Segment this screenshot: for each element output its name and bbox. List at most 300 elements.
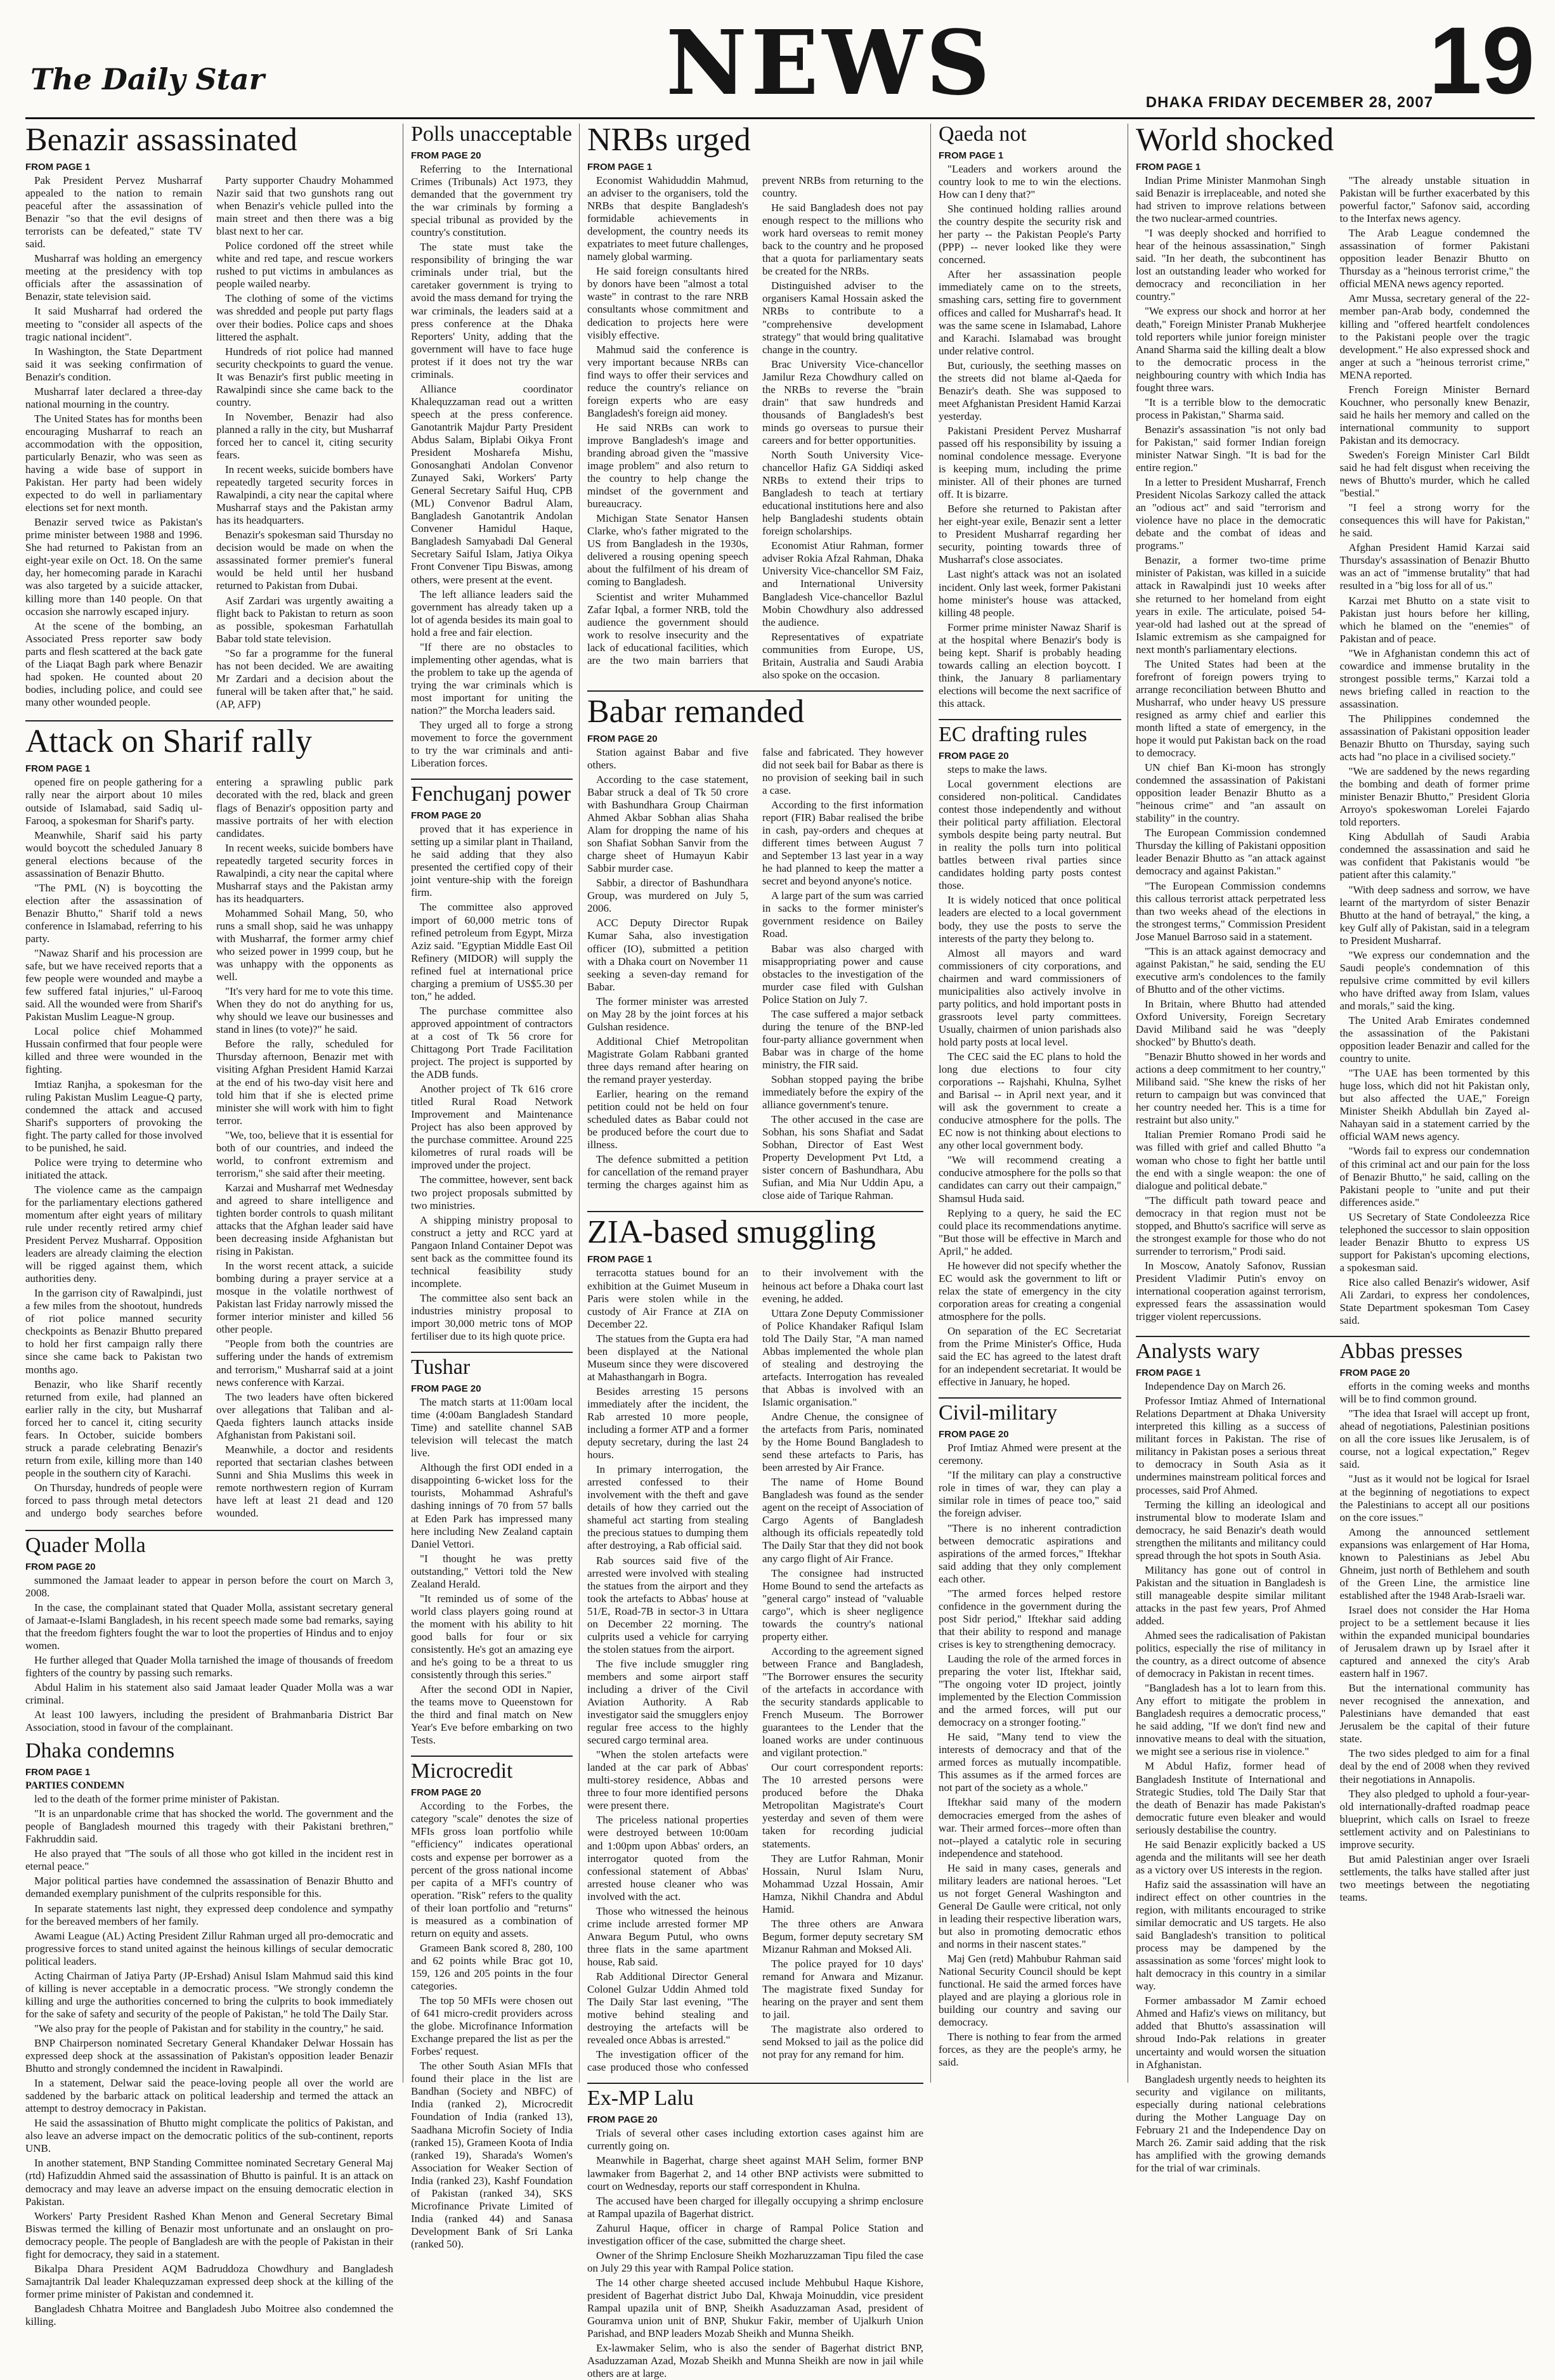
- story-zia: [587, 1216, 923, 2074]
- paragraph: He said NRBs can work to improve Bangladesh's image and branding abroad given the "massive image problem" and also return to the country to help change the mindset of the government and bureaucracy.: [587, 421, 748, 510]
- story-body: [25, 776, 393, 1520]
- paragraph: Hundreds of riot police had manned security checkpoints to guard the venue. It was Benazir's first public meeting in Rawalpindi since she came back to the country.: [216, 345, 393, 408]
- paragraph: After the second ODI in Napier, the teams move to Queenstown for the third and final match on New Year's Eve before embarking on two Tests.: [411, 1683, 573, 1747]
- from-page-label: FROM PAGE 20: [411, 150, 481, 161]
- paragraph: Mahmud said the conference is very important because NRBs can find ways to offer their services and reduce the country's reliance on foreign experts who are easy Bangladesh's foreign aid money.: [587, 343, 748, 419]
- divider: [1136, 1336, 1530, 1337]
- paragraph: He however did not specify whether the EC would ask the government to lift or relax the state of emergency in the city corporation areas for creating a congenial atmosphere for the polls.: [939, 1259, 1121, 1323]
- paragraph: Workers' Party President Rashed Khan Menon and General Secretary Bimal Biswas termed the killing of Benazir most unfortunate and an onslaught on pro-democracy people. The people of Bangladesh are with the people of Pakistan in their fight for democracy, they said in a statement.: [25, 2209, 393, 2260]
- paragraph: In the garrison city of Rawalpindi, just a few miles from the shootout, hundreds of riot police manned security checkpoints as Benazir Bhutto prepared to hold her first campaign rally there since she came back to Pakistan two months ago.: [25, 1287, 202, 1376]
- paragraph: They also pledged to uphold a four-year-old internationally-drafted roadmap peace blueprint, which calls on Israel to freeze settlement activity and on Palestinians to improve security.: [1339, 1787, 1530, 1851]
- paragraph: ACC Deputy Director Rupak Kumar Saha, also investigation officer (IO), submitted a petition with a Dhaka court on November 11 seeking a seven-day remand for Babar.: [587, 917, 748, 993]
- story-fenchuganj: [411, 784, 573, 1343]
- paragraph: Awami League (AL) Acting President Zillur Rahman urged all pro-democratic and progressive forces to stand united against the heinous killings of secular democratic political leaders.: [25, 1929, 393, 1967]
- paragraph: proved that it has experience in setting up a similar plant in Thailand, he said adding that they also presented the certified copy of their joint venture-ship with the foreign firm.: [411, 823, 573, 899]
- story-quader: [25, 1535, 393, 1735]
- newspaper-logo: The Daily Star: [30, 62, 264, 96]
- from-page-label: FROM PAGE 20: [587, 2114, 658, 2126]
- paragraph: Meanwhile in Bagerhat, charge sheet against MAH Selim, former BNP lawmaker from Bagerhat 2, and 14 other BNP activists were submitted to court on Wednesday, reports our staff correspondent in Khulna.: [587, 2154, 923, 2192]
- from-page-label: FROM PAGE 1: [939, 150, 1004, 161]
- paragraph: Musharraf later declared a three-day national mourning in the country.: [25, 385, 202, 410]
- paragraph: He said Bangladesh does not pay enough respect to the millions who work hard overseas to remit money back to the country and he proposed that a quota for parliamentary seats be created for the NRBs.: [762, 202, 923, 278]
- paragraph: Independence Day on March 26.: [1145, 1380, 1286, 1393]
- paragraph: Imtiaz Ranjha, a spokesman for the ruling Pakistan Muslim League-Q party, condemned the attack and accused Sharif's supporters of provoking the fight. The party called for those involved to be punished, he said.: [25, 1078, 202, 1154]
- paragraph: Professor Imtiaz Ahmed of International Relations Department at Dhaka University interpreted this killing as a success of militant forces in Pakistan. The rise of militancy in Pakistan poses a serious threat to democracy in South Asia as it undermines mainstream political forces and processes, said Prof Ahmed.: [1136, 1395, 1326, 1496]
- story-body: [939, 763, 1121, 1388]
- paragraph: "Nawaz Sharif and his procession are safe, but we have received reports that a few people were wounded and maybe a few suffered fatal injuries," ul-Farooq said. All the wounded were from Sharif's Pakistan Muslim League-N group.: [25, 947, 202, 1023]
- paragraph: King Abdullah of Saudi Arabia condemned the assassination and said he was confident that Pakistanis would "be patient after this calamity.": [1339, 831, 1530, 881]
- from-page-label: FROM PAGE 1: [25, 763, 91, 775]
- paragraph: "It's very hard for me to vote this time. When they do not do anything for us, why should we leave our businesses and stand in lines (to vote)?" he said.: [216, 985, 393, 1036]
- story-abbas: [1340, 1341, 1530, 2176]
- paragraph: Bangladesh Chhatra Moitree and Bangladesh Jubo Moitree also condemned the killing.: [25, 2302, 393, 2327]
- paragraph: The statues from the Gupta era had been displayed at the National Museum since they were discovered at Mahasthangarh in Bogra.: [587, 1332, 748, 1383]
- headline: Ex-MP Lalu: [587, 2086, 694, 2111]
- divider: [939, 719, 1121, 720]
- paragraph: "I was deeply shocked and horrified to hear of the heinous assassination," Singh said. "In her death, the subcontinent has lost an outstanding leader who worked for democracy and reconciliation in her country.": [1136, 227, 1326, 303]
- paragraph: Economist Atiur Rahman, former adviser Rokia Afzal Rahman, Dhaka University Vice-chancellor SM Faiz, and International University Bangladesh Vice-chancellor Bazlul Mobin Chowdhury also addressed the audience.: [762, 540, 923, 628]
- paragraph: They are Lutfor Rahman, Monir Hossain, Nurul Islam Nuru, Mohammad Uzzal Hossain, Amir Hamza, Nikhil Chandra and Abdul Hamid.: [762, 1852, 923, 1915]
- paragraph: At least 100 lawyers, including the president of Brahmanbaria District Bar Association, stood in favour of the complainant.: [25, 1709, 393, 1734]
- paragraph: "It is an unpardonable crime that has shocked the world. The government and the people of Bangladesh mourned this tragedy with their Pakistani brethren," Fakhruddin said.: [25, 1808, 393, 1846]
- paragraph: In the worst recent attack, a suicide bombing during a prayer service at a mosque in the volatile northwest of Pakistan last Friday narrowly missed the former interior minister and killed 56 other people.: [216, 1260, 393, 1336]
- from-page-label: FROM PAGE 1: [587, 1254, 653, 1265]
- paragraph: "We in Afghanistan condemn this act of cowardice and immense brutality in the strongest possible terms," Karzai told a news briefing called in reaction to the assassination.: [1339, 647, 1530, 710]
- paragraph: Station against Babar and five others.: [587, 746, 748, 771]
- divider: [411, 779, 573, 780]
- paragraph: In a letter to President Musharraf, French President Nicolas Sarkozy called the attack an "odious act" and said "terrorism and violence have no place in the democratic debate and the combat of ideas and programs.": [1136, 476, 1326, 552]
- story-babar: [587, 695, 923, 1203]
- paragraph: Former prime minister Nawaz Sharif is at the hospital where Benazir's body is being kept. Sharif is probably heading towards calling an election boycott. I think, the January 8 parliamentary elections will become the next sacrifice of this attack.: [939, 621, 1121, 709]
- paragraph: A shipping ministry proposal to construct a jetty and RCC yard at Pangaon Inland Container Depot was sent back as the committee found its technical feasibility study incomplete.: [411, 1213, 573, 1290]
- paragraph: Another project of Tk 616 crore titled Rural Road Network Improvement and Maintenance Project has also been approved by the purchase committee. Around 225 kilometres of rural roads will be improved under the project.: [411, 1083, 573, 1172]
- headline: EC drafting rules: [939, 722, 1088, 746]
- paragraph: "With deep sadness and sorrow, we have learnt of the martyrdom of sister Benazir Bhutto at the hand of betrayal," the king, a key Gulf ally of Pakistan, said in a telegram to President Musharraf.: [1339, 883, 1530, 947]
- paragraph: Alliance coordinator Khalequzzaman read out a written speech at the press conference. Ganotantrik Majdur Party President Abdus Salam, Biplabi Oikya Front President Mosharefa Mishu, Gonosanghati Andolan Convenor Zunayed Saki, Workers' Party General Secretary Saiful Huq, CPB (ML) Convenor Badrul Alam, Bangladesh Ganotantrik Andolan Convener Hamidul Haque, Bangladesh Samyabadi Dal General Secretary Saiful Islam, Jatiya Oikya Front Convener Tipu Biswas, among others, were present at the event.: [411, 382, 573, 586]
- headline: Tushar: [411, 1355, 471, 1380]
- story-body: [587, 174, 923, 682]
- paragraph: Israel does not consider the Har Homa project to be a settlement because it lies within the expanded municipal boundaries of Jerusalem drawn up by Israel after it captured and annexed the city's Arab eastern half in 1967.: [1339, 1603, 1530, 1680]
- headline: Microcredit: [411, 1759, 513, 1783]
- from-page-label: FROM PAGE 20: [939, 750, 1009, 761]
- story-dhaka-condemns: [25, 1740, 393, 2328]
- paragraph: The former minister was arrested on May 28 by the joint forces at his Gulshan residence.: [587, 995, 748, 1033]
- paragraph: Grameen Bank scored 8, 280, 100 and 62 points while Brac got 10, 159, 126 and 205 points in the four categories.: [411, 1941, 573, 1992]
- paragraph: After her assassination people immediately came on to the streets, smashing cars, setting fire to government offices and called for Musharraf's head. It was the same scene in Islamabad, Lahore and Karachi. Islamabad was brought under relative control.: [939, 268, 1121, 357]
- paragraph: Earlier, hearing on the remand petition could not be held on four scheduled dates as Babar could not be produced before the court due to illness.: [587, 1088, 748, 1151]
- paragraph: Meanwhile, a doctor and residents reported that sectarian clashes between Sunni and Shia Muslims this week in remote northwestern region of Kurram have left at least 21 dead and 120 wounded.: [216, 1443, 393, 1520]
- paragraph: The Philippines condemned the assassination of Pakistani opposition leader Benazir Bhutto on Thursday, saying such acts had "no place in a civilised society.": [1339, 712, 1530, 763]
- paragraph: The purchase committee also approved appointment of contractors at a cost of Tk 56 crore for Chittagong Port Trade Facilitation project. The project is supported by the ADB funds.: [411, 1004, 573, 1081]
- paragraph: Michigan State Senator Hansen Clarke, who's father migrated to the US from Bangladesh in the 1930s, delivered a rousing opening speech about the fulfilment of his dream of coming to Bangladesh.: [587, 512, 748, 588]
- story-tushar: [411, 1357, 573, 1747]
- paragraph: Police were trying to determine who initiated the attack.: [25, 1156, 202, 1181]
- story-body: [939, 163, 1121, 710]
- paragraph: The five include smuggler ring members and some airport staff including a driver of the Civil Aviation Authority. A Rab investigator said the smugglers enjoy regular free access to the highly secured cargo terminal area.: [587, 1657, 748, 1747]
- paragraph: terracotta statues bound for an exhibition at the Guimet Museum in Paris were stolen while in the custody of Air France at ZIA on December 22.: [587, 1267, 748, 1330]
- story-body: [1136, 174, 1530, 1327]
- page-number: 19: [1429, 7, 1535, 113]
- paragraph: Bangladesh urgently needs to heighten its security and vigilance on militants, especially during national celebrations during the Mother Language Day on February 21 and the Independence Day on March 26. Zamir said adding that the risk has amplified with the growing demands for the trial of war criminals.: [1136, 2073, 1326, 2174]
- headline: ZIA-based smuggling: [587, 1214, 876, 1251]
- paragraph: He said foreign consultants hired by donors have been "almost a total waste" in contrast to the rare NRB consultants whose commitment and dedication to projects here were visibly effective.: [587, 265, 748, 341]
- paragraph: Hafiz said the assassination will have an indirect effect on other countries in the region, with militants encouraged to strike similar democratic and US targets. He also said Bangladesh's transition to political process may be dampened by the assassination as some 'forces' might look to halt democracy in this country in a similar way.: [1136, 1878, 1326, 1993]
- paragraph: The case suffered a major setback during the tenure of the BNP-led four-party alliance government when Babar was in charge of the home ministry, the FIR said.: [762, 1007, 923, 1071]
- column-rule: [579, 124, 580, 2083]
- paragraph: "If the military can play a constructive role in times of war, they can play a similar role in times of peace too," said the foreign adviser.: [939, 1469, 1121, 1520]
- paragraph: According to the case statement, Babar struck a deal of Tk 50 crore with Bashundhara Group Chairman Ahmed Akbar Sobhan alias Shaha Alam for dropping the name of his son Shafiat Sobhan Sanvir from the charge sheet of Humayun Kabir Sabbir murder case.: [587, 773, 748, 875]
- story-benazir: [25, 124, 393, 711]
- paragraph: Benazir's spokesman said Thursday no decision would be made on when the assassinated former premier's funeral would be held until her husband returned to Pakistan from Dubai.: [216, 529, 393, 592]
- paragraph: Representatives of expatriate communities from Europe, US, Britain, Australia and Saudi Arabia also spoke on the occasion.: [762, 630, 923, 681]
- column-center: [587, 122, 923, 2380]
- paragraph: The defence submitted a petition for cancellation of the remand prayer terming the charges against him as false and fabricated. They however did not seek bail for Babar as there is no provision of seeking bail in such a case.: [587, 746, 923, 1191]
- paragraph: In Washington, the State Department said it was seeking confirmation of Benazir's condition.: [25, 345, 202, 383]
- paragraph: The committee also approved import of 60,000 metric tons of refined petroleum from Egypt, Mirza Aziz said. "Egyptian Middle East Oil Refinery (MIDOR) will supply the refined fuel at international price charging a premium of US$5.30 per ton," he added.: [411, 901, 573, 1002]
- paragraph: The committee also sent back an industries ministry proposal to import 30,000 metric tons of MOP fertiliser due to its high quote price.: [411, 1291, 573, 1343]
- paragraph: North South University Vice-chancellor Hafiz GA Siddiqi asked NRBs to extend their trips to Bangladesh to teach at tertiary educational institutions here and also help Bangladeshi students obtain foreign scholarships.: [762, 448, 923, 538]
- paragraph: The priceless national properties were destroyed between 10:00am and 1:00pm upon Abbas' orders, an interrogator quoted from the confessional statement of Abbas' arrested house cleaner who was involved with the act.: [587, 1814, 748, 1903]
- paragraph: The two leaders have often bickered over allegations that Taliban and al-Qaeda fighters launch attacks inside Afghanistan from Pakistani soil.: [216, 1390, 393, 1441]
- paragraph: "When the stolen artefacts were landed at the car park of Abbas' multi-storey residence, Abbas and three to four more identified persons were present there.: [587, 1749, 748, 1812]
- headline: Attack on Sharif rally: [25, 723, 312, 760]
- paragraph: Karzai met Bhutto on a state visit to Pakistan just hours before her killing, which he blamed on the "enemies" of Pakistan and of peace.: [1339, 594, 1530, 645]
- paragraph: "The UAE has been tormented by this huge loss, which did not hit Pakistan only, but also affected the UAE," Foreign Minister Sheikh Abdullah bin Zayed al-Nahayan said in a statement carried by the official WAM news agency.: [1339, 1067, 1530, 1143]
- paragraph: The three others are Anwara Begum, former deputy secretary SM Mizanur Rahman and Moksed Ali.: [762, 1917, 923, 1955]
- column-rule: [930, 124, 931, 2083]
- paragraph: Maj Gen (retd) Mahbubur Rahman said National Security Council should be kept functional. He said the armed forces have played and are playing a glorious role in building our country and saving our democracy.: [939, 1953, 1121, 2029]
- story-qaeda: [939, 124, 1121, 710]
- paragraph: "Just as it would not be logical for Israel at the beginning of negotiations to expect the Palestinians to accept all our positions on the core issues.": [1339, 1473, 1530, 1523]
- paragraph: The 14 other charge sheeted accused include Mehbubul Haque Kishore, president of Bagerhat district Jubo Dal, Khwaja Moinuddin, vice president Rampal upazila unit of BNP, Sheikh Asaduzzaman Asad, president of Gouramva union unit of BNP, Shukur Fakir, member of Ujalkurh Union Parishad, and BNP leaders Mozab Sheikh and Munna Sheikh.: [587, 2276, 923, 2340]
- paragraph: UN chief Ban Ki-moon has strongly condemned the assassination of Pakistani opposition leader Benazir Bhutto as a "heinous crime" and "an assault on stability" in the country.: [1136, 761, 1326, 825]
- paragraph: M Abdul Hafiz, former head of Bangladesh Institute of International and Strategic Studies, told The Daily Star that the death of Benazir has made Pakistan's democratic future even bleaker and would seriously destabilise the country.: [1136, 1760, 1326, 1836]
- paragraph: Bikalpa Dhara President AQM Badruddoza Chowdhury and Bangladesh Samajtantrik Dal leader Khalequzzaman expressed deep shock at the killing of the former prime minister of Pakistan and condemned it.: [25, 2262, 393, 2300]
- paragraph: Ex-lawmaker Selim, who is also the sender of Bagerhat district BNP, Asaduzzaman Azad, Mozab Sheikh and Munna Sheikh are now in jail while others are at large.: [587, 2342, 923, 2380]
- paragraph: Babar was also charged with misappropriating power and cause obstacles to the investigation of the murder case filed with Gulshan Police Station on July 7.: [762, 942, 923, 1006]
- paragraph: But the international community has never recognised the annexation, and Palestinians have demanded that east Jerusalem be the capital of their future state.: [1339, 1682, 1530, 1745]
- paragraph: The Arab League condemned the assassination of former Pakistani opposition leader Benazir Bhutto on Thursday as a "heinous terrorist crime," the official MENA news agency reported.: [1339, 227, 1530, 290]
- headline: Polls unacceptable: [411, 122, 572, 146]
- paragraph: "The PML (N) is boycotting the election after the assassination of Benazir Bhutto," Sharif told a news conference in Islamabad, referring to his party.: [25, 881, 202, 945]
- paragraph: Benazir, a former two-time prime minister of Pakistan, was killed in a suicide attack in Rawalpindi just 10 weeks after she returned to her homeland from eight years in exile. The articulate, poised 54-year-old had lashed out at the spread of Islamic extremism as she campaigned for next month's parliamentary elections.: [1136, 554, 1326, 656]
- masthead: [25, 7, 1535, 119]
- paragraph: led to the death of the former prime minister of Pakistan.: [34, 1793, 280, 1806]
- paragraph: In November, Benazir had also planned a rally in the city, but Musharraf forced her to cancel it, citing security fears.: [216, 410, 393, 461]
- paragraph: The name of Home Bound Bangladesh was found as the sender agent on the receipt of Association of Cargo Agents of Bangladesh although its officials repeatedly told The Daily Star that they did not book any cargo flight of Air France.: [762, 1476, 923, 1565]
- paragraph: steps to make the laws.: [947, 763, 1048, 775]
- paragraph: "Leaders and workers around the country look to me to win the elections. How can I deny that?": [939, 163, 1121, 201]
- paragraph: US Secretary of State Condoleezza Rice telephoned the successor to slain opposition leader Benazir Bhutto to express US support for Pakistan's upcoming elections, a spokesman said.: [1339, 1210, 1530, 1274]
- paragraph: Rice also called Benazir's widower, Asif Ali Zardari, to express her condolences, State Department spokesman Tom Casey said.: [1339, 1276, 1530, 1327]
- paragraph: efforts in the coming weeks and months will be to find common ground.: [1339, 1380, 1530, 1406]
- story-body: [411, 163, 573, 770]
- paragraph: "We are saddened by the news regarding the bombing and death of former prime minister Benazir Bhutto," President Gloria Arroyo's spokeswoman Lorelei Fajardo told reporters.: [1339, 765, 1530, 829]
- paragraph: According to the Forbes, the category "scale" denotes the size of MFIs gross loan portfolio while "efficiency" indicates operational costs and expense per borrower as a percent of the gross national income per capita of a MFI's country of operation. "Risk" refers to the quality of their loan portfolio and "returns" is measured as a combination of return on equity and assets.: [411, 1800, 573, 1939]
- paragraph: Lauding the role of the armed forces in preparing the voter list, Iftekhar said, "The ongoing voter ID project, jointly implemented by the Election Commission and the armed forces, will put our democracy on a stronger footing.": [939, 1652, 1121, 1729]
- subhead: PARTIES CONDEMN: [25, 1780, 125, 1792]
- paragraph: Ahmed sees the radicalisation of Pakistan politics, especially the rise of militancy in the country, as a direct outcome of absence of democracy in Pakistan in recent times.: [1136, 1629, 1326, 1680]
- paragraph: "People from both the countries are suffering under the hands of extremism and terrorism," Musharraf said at a joint news conference with Karzai.: [216, 1338, 393, 1388]
- paragraph: Major political parties have condemned the assassination of Benazir Bhutto and demanded exemplary punishment of the culprits responsible for this.: [25, 1875, 393, 1900]
- paragraph: Scientist and writer Muhammed Zafar Iqbal, a former NRB, told the audience the government should work to resolve insecurity and the lack of educational facilities, which are the two main barriers that prevent NRBs from returning to the country.: [587, 174, 923, 666]
- from-page-label: FROM PAGE 1: [25, 162, 91, 172]
- paragraph: "I thought he was pretty outstanding," Vettori told the New Zealand Herald.: [411, 1552, 573, 1590]
- paragraph: Our court correspondent reports: The 10 arrested persons were produced before the Dhaka Metropolitan Magistrate's Court yesterday and seven of them were taken for recording judicial statements.: [762, 1761, 923, 1850]
- paragraph: A large part of the sum was carried in sacks to the former minister's government residence on Bailey Road.: [762, 889, 923, 940]
- story-body: [25, 174, 393, 711]
- headline: Fenchuganj power: [411, 782, 571, 806]
- from-page-label: FROM PAGE 20: [939, 1429, 1009, 1440]
- paragraph: The state must take the responsibility of bringing the war criminals under trial, but the caretaker government is trying to avoid the mass demand for trying the war criminals, the leaders said at a press conference at the Dhaka Reporters' Unity, adding that the government will have to face huge protest if it does not try the war criminals.: [411, 241, 573, 380]
- paragraph: In the case, the complainant stated that Quader Molla, assistant secretary general of Jamaat-e-Islami Bangladesh, in his recent speech made some bad remarks, saying that the freedom fighters fought the war to loot the properties of Hindus and to enjoy women.: [25, 1601, 393, 1652]
- story-civil-military: [939, 1402, 1121, 2069]
- headline: Dhaka condemns: [25, 1739, 175, 1763]
- paragraph: The other accused in the case are Sobhan, his sons Shafiat and Sadat Sobhan, Director of East West Property Development Pvt Ltd, a sister concern of Bashundhara, Abu Sufian, and Mia Nur Uddin Apu, a close aide of Tarique Rahman.: [762, 1113, 923, 1202]
- paragraph: He said the assassination of Bhutto might complicate the politics of Pakistan, and also leave an adverse impact on the democratic politics of the sub-continent, reports UNB.: [25, 2117, 393, 2155]
- story-sharif: [25, 725, 393, 1520]
- paragraph: BNP Chairperson nominated Secretary General Khandaker Delwar Hossain has expressed deep shock at the assassination of Pakistan's opposition leader Benazir Bhutto and strongly condemned the incident in Rawalpindi.: [25, 2037, 393, 2075]
- paragraph: In recent weeks, suicide bombers have repeatedly targeted security forces in Rawalpindi, a city near the capital where Musharraf stays and the Pakistan army has its headquarters.: [216, 463, 393, 527]
- paragraph: In recent weeks, suicide bombers have repeatedly targeted security forces in Rawalpindi, a city near the capital where Musharraf stays and the Pakistan army has its headquarters.: [216, 841, 393, 905]
- paragraph: He said, "Many tend to view the interests of democracy and that of the armed forces as mutually incompatible. This assumes as if the armed forces are not part of the society as a whole.": [939, 1731, 1121, 1794]
- paragraph: Karzai and Musharraf met Wednesday and agreed to share intelligence and tighten border controls to quash militant attacks that the Afghan leader said have been decreasing inside Afghanistan but rising in Pakistan.: [216, 1181, 393, 1258]
- paragraph: The top 50 MFIs were chosen out of 641 micro-credit providers across the globe. Microfinance Information Exchange prepared the list as per the Forbes' request.: [411, 1995, 573, 2058]
- paragraph: In separate statements last night, they expressed deep condolence and sympathy for the bereaved members of her family.: [25, 1902, 393, 1927]
- story-ec: [939, 724, 1121, 1388]
- paragraph: Trials of several other cases including extortion cases against him are currently going on.: [587, 2127, 923, 2152]
- paragraph: The other South Asian MFIs that found their place in the list are Bandhan (Society and NBFC) of India (ranked 2), Microcredit Foundation of India (ranked 13), Saadhana Microfin Society of India (ranked 15), Grameen Koota of India (ranked 19), Sharada's Women's Association for Weaker Section of India (ranked 23), Kashf Foundation of Pakistan (ranked 34), SKS Microfinance Private Limited of India (ranked 44) and Sanasa Development Bank of Sri Lanka (ranked 50).: [411, 2060, 573, 2250]
- paragraph: The police prayed for 10 days' remand for Anwara and Mizanur. The magistrate fixed Sunday for hearing on the prayer and sent them to jail.: [762, 1957, 923, 2021]
- paragraph: Benazir, who like Sharif recently returned from exile, had planned an earlier rally in the city, but Musharraf forced her to cancel it, citing security fears. In October, suicide bombers struck a parade celebrating Benazir's return from exile, killing more than 140 people in the southern city of Karachi.: [25, 1378, 202, 1479]
- paragraph: "So far a programme for the funeral has not been decided. We are awaiting Mr Zardari and a decision about the funeral will be taken after that," he said. (AP, AFP): [216, 647, 393, 710]
- paragraph: The two sides pledged to aim for a final deal by the end of 2008 when they revived their negotiations in Annapolis.: [1339, 1747, 1530, 1785]
- story-nrbs: [587, 124, 923, 682]
- paragraph: Those who witnessed the heinous crime include arrested former MP Anwara Begum Putul, who owns three flats in the same apartment house, Rab said.: [587, 1905, 748, 1968]
- paragraph: But amid Palestinian anger over Israeli settlements, the talks have stalled after just two meetings between the negotiating teams.: [1339, 1853, 1530, 1903]
- paragraph: "The already unstable situation in Pakistan will be further exacerbated by this powerful factor," Safonov said, according to the Interfax news agency.: [1339, 174, 1530, 225]
- paragraph: Additional Chief Metropolitan Magistrate Golam Rabbani granted three days remand after hearing on the remand prayer yesterday.: [587, 1035, 748, 1085]
- headline: Quader Molla: [25, 1533, 146, 1557]
- paragraph: Distinguished adviser to the organisers Kamal Hossain asked the NRBs to contribute to a "comprehensive development strategy" that would bring qualitative change in the country.: [762, 280, 923, 356]
- paragraph: Iftekhar said many of the modern democracies emerged from the ashes of war. Their armed forces--more often than not--played a catalytic role in securing independence and statehood.: [939, 1796, 1121, 1859]
- paragraph: Former ambassador M Zamir echoed Ahmed and Hafiz's views on militancy, but added that Bhutto's assassination will shroud Indo-Pak relations in greater uncertainty and would worsen the situation in Afghanistan.: [1136, 1995, 1326, 2071]
- paragraph: "We will recommend creating a conducive atmosphere for the polls so that candidates can carry out their campaign," Shamsul Huda said.: [939, 1154, 1121, 1205]
- story-world: [1136, 124, 1530, 1327]
- paragraph: Although the first ODI ended in a disappointing 6-wicket loss for the tourists, Mohammad Ashraful's dashing innings of 70 from 57 balls at Eden Park has impressed many here including New Zealand captain Daniel Vettori.: [411, 1461, 573, 1550]
- headline: World shocked: [1136, 122, 1334, 158]
- from-page-label: FROM PAGE 1: [1136, 1368, 1201, 1379]
- paragraph: The European Commission condemned Thursday the killing of Pakistani opposition leader Benazir Bhutto as "an attack against democracy and against Pakistan.": [1136, 827, 1326, 877]
- paragraph: He said Benazir explicitly backed a US agenda and the militants will see her death as a victory over US interests in the region.: [1136, 1838, 1326, 1876]
- divider: [939, 1397, 1121, 1399]
- headline: Qaeda not: [939, 122, 1027, 146]
- paragraph: Terming the killing an ideological and instrumental blow to moderate Islam and democracy, he said Benazir's death would strengthen the militants and militancy could spread through the hot spots in South Asia.: [1136, 1498, 1326, 1562]
- column-right: [1136, 122, 1530, 2174]
- paragraph: Replying to a query, he said the EC could place its recommendations anytime. "But those will be effective in March and April," he added.: [939, 1206, 1121, 1257]
- story-body: [1136, 1380, 1326, 2175]
- paragraph: Afghan President Hamid Karzai said Thursday's assassination of Benazir Bhutto was an act of "immense brutality" that had resulted in a "big loss for all of us.": [1339, 541, 1530, 592]
- story-body: [587, 746, 923, 1203]
- from-page-label: FROM PAGE 20: [411, 810, 481, 822]
- paragraph: "There is no inherent contradiction between democratic aspirations and aspirations of the armed forces," Iftekhar said adding that they only complement each other.: [939, 1522, 1121, 1585]
- headline: Civil-military: [939, 1401, 1057, 1425]
- story-polls: [411, 124, 573, 770]
- from-page-label: FROM PAGE 1: [25, 1767, 91, 1778]
- divider: [25, 1530, 393, 1531]
- section-title: NEWS: [666, 11, 994, 115]
- paragraph: Meanwhile, Sharif said his party would boycott the scheduled January 8 general elections because of the assassination of Benazir Bhutto.: [25, 829, 202, 879]
- from-page-label: FROM PAGE 20: [25, 1561, 96, 1572]
- story-body: [411, 1800, 573, 2251]
- story-body: [939, 1442, 1121, 2069]
- story-body: [587, 1267, 923, 2074]
- paragraph: "Bangladesh has a lot to learn from this. Any effort to mitigate the problem in Bangladesh requires a democratic process," he said adding, "If we don't find new and innovative means to deal with the situation, we might see a serious rise in violence.": [1136, 1682, 1326, 1758]
- paragraph: Italian Premier Romano Prodi said he was filled with grief and called Bhutto "a woman who chose to fight her battle until the end with a single weapon: the one of dialogue and political debate.": [1136, 1129, 1326, 1192]
- paragraph: Last night's attack was not an isolated incident. Only last week, former Pakistani home minister's house was attacked, killing 48 people.: [939, 568, 1121, 619]
- paragraph: Amr Mussa, secretary general of the 22-member pan-Arab body, condemned the killing and "offered heartfelt condolences to the Pakistani people over the tragic development." He also expressed shock and anger at such a "heinous terrorist crime," MENA reported.: [1339, 292, 1530, 381]
- story-body: [587, 2127, 923, 2380]
- paragraph: Mohammed Sohail Mang, 50, who runs a small shop, said he was unhappy with Musharraf, the former army chief who seized power in 1999 coup, but he was unhappy with the opponents as well.: [216, 907, 393, 983]
- from-page-label: FROM PAGE 20: [411, 1787, 481, 1799]
- paragraph: She continued holding rallies around the country despite the security risk and her party -- the Pakistan People's Party (PPP) -- never looked like they were concerned.: [939, 203, 1121, 266]
- paragraph: They urged all to forge a strong movement to force the government to try the war criminals and anti-Liberation forces.: [411, 719, 573, 770]
- column-second: [411, 122, 573, 2250]
- story-body: [411, 823, 573, 1343]
- paragraph: Abdul Halim in his statement also said Jamaat leader Quader Molla was a war criminal.: [25, 1681, 393, 1707]
- paragraph: "Benazir Bhutto showed in her words and actions a deep commitment to her country," Miliband said. "She knew the risks of her return to campaign but was convinced that her country needed her. This is a time for restraint but also unity.": [1136, 1051, 1326, 1127]
- paragraph: Owner of the Shrimp Enclosure Sheikh Mozharuzzaman Tipu filed the case on July 29 this year with Rampal Police station.: [587, 2249, 923, 2274]
- paragraph: There is nothing to fear from the armed forces, as they are the people's army, he said.: [939, 2031, 1121, 2069]
- paragraph: Sobhan stopped paying the bribe immediately before the expiry of the alliance government's tenure.: [762, 1073, 923, 1111]
- paragraph: Andre Chenue, the consignee of the artefacts from Paris, nominated by the Home Bound Bangladesh to send these artefacts to Paris, has been arrested by Air France.: [762, 1410, 923, 1474]
- paragraph: Militancy has gone out of control in Pakistan and the situation in Bangladesh is still manageable despite similar militant attacks in the past few years, Prof Ahmed added.: [1136, 1563, 1326, 1627]
- paragraph: Rab Additional Director General Colonel Gulzar Uddin Ahmed told The Daily Star last evening, "The motive behind stealing and destroying the artefacts will be revealed once Abbas is arrested.": [587, 1970, 748, 2047]
- paragraph: But, curiously, the seething masses on the streets did not blame al-Qaeda for Benazir's death. She was supposed to meet Afghanistan President Hamid Karzai yesterday.: [939, 359, 1121, 422]
- paragraph: The match starts at 11:00am local time (4:00am Bangladesh Standard Time) and satellite channel SAB television will telecast the match live.: [411, 1396, 573, 1459]
- story-analysts: [1136, 1341, 1326, 2176]
- story-body: [25, 1574, 393, 1735]
- paragraph: He said in many cases, generals and military leaders are national heroes. "Let us not forget General Washington and General De Gaulle were critical, not only in leading their respective liberation wars, but also in promoting democratic ethos and norms in their nascent states.": [939, 1861, 1121, 1950]
- paragraph: The clothing of some of the victims was shredded and people put party flags over their bodies. Police caps and shoes littered the asphalt.: [216, 292, 393, 343]
- paragraph: The United States had been at the forefront of foreign powers trying to arrange reconciliation between Bhutto and Musharraf, who under heavy US pressure resigned as army chief and earlier this month lifted a state of emergency, in the hope it would put Pakistan back on the road to democracy.: [1136, 657, 1326, 760]
- paragraph: At the scene of the bombing, an Associated Press reporter saw body parts and flesh scattered at the back gate of the Liaqat Bagh park where Benazir had spoken. He counted about 20 bodies, including police, and could see many other wounded people.: [25, 619, 202, 708]
- paragraph: He also prayed that "The souls of all those who got killed in the incident rest in eternal peace.": [25, 1847, 393, 1873]
- paragraph: Local government elections are considered non-political. Candidates contest those independently and without their political party affiliation. Electoral symbols despite being party neutral. But in reality the polls turn into political battles between rival parties since candidates holding party posts contest those.: [939, 778, 1121, 892]
- headline: Babar remanded: [587, 693, 805, 730]
- paragraph: "Words fail to express our condemnation of this criminal act and our pain for the loss of Benazir Bhutto," he said, calling on the Pakistani people to "unite and put their differences aside.": [1339, 1145, 1530, 1208]
- paragraph: It said Musharraf had ordered the meeting to "consider all aspects of the tragic national incident".: [25, 305, 202, 343]
- paragraph: Uttara Zone Deputy Commissioner of Police Khandaker Rafiqul Islam told The Daily Star, "A man named Abbas implemented the whole plan of stealing and destroying the artefacts. Interrogation has revealed that Abbas is involved with an Islamic organisation.": [762, 1307, 923, 1408]
- paragraph: The accused have been charged for illegally occupying a shrimp enclosure at Rampal upazila of Bagerhat district.: [587, 2194, 923, 2220]
- paragraph: Musharraf was holding an emergency meeting at the presidency with top officials after the assassination of Benazir, state television said.: [25, 252, 202, 303]
- from-page-label: FROM PAGE 1: [587, 162, 653, 172]
- paragraph: The violence came as the campaign for the parliamentary elections gathered momentum after eight years of military rule under recently retired army chief President Pervez Musharraf. Opposition leaders are already claiming the election will be rigged against them, which authorities deny.: [25, 1183, 202, 1285]
- paragraph: It is widely noticed that once political leaders are elected to a local government body, they use the posts to serve the interests of the party they belong to.: [939, 894, 1121, 945]
- paragraph: Referring to the International Crimes (Tribunals) Act 1973, they demanded that the government try the war criminals by forming a special tribunal as provided by the country's constitution.: [411, 163, 573, 239]
- paragraph: "I feel a strong worry for the consequences this will have for Pakistan," he said.: [1339, 501, 1530, 540]
- paragraph: In a statement, Delwar said the peace-loving people all over the world are saddened by the barbaric attack on political leadership and termed the attack an attempt to destroy democracy in Pakistan.: [25, 2077, 393, 2115]
- paragraph: On Thursday, hundreds of people were forced to pass through metal detectors and undergo body searches before entering a sprawling public park decorated with the red, black and green flags of Benazir's opposition party and massive portraits of her with election candidates.: [25, 776, 393, 1520]
- paragraph: Acting Chairman of Jatiya Party (JP-Ershad) Anisul Islam Mahmud said this kind of killing is never acceptable in a democratic process. "We strongly condemn the killing and urge the authorities concerned to bring the culprits to book immediately for the sake of safety and security of the people of Pakistan," he told The Daily Star.: [25, 1969, 393, 2020]
- paragraph: The magistrate also ordered to send Moksed to jail as the police did not pray for any remand for him.: [762, 2023, 923, 2061]
- headline: Benazir assassinated: [25, 122, 297, 158]
- paragraph: Benazir served twice as Pakistan's prime minister between 1988 and 1996. She had returned to Pakistan from an eight-year exile on Oct. 18. On the same day, her homecoming parade in Karachi was also targeted by a suicide attacker, killing more than 140 people. On that occasion she narrowly escaped injury.: [25, 516, 202, 618]
- paragraph: The United Arab Emirates condemned the assassination of the Pakistani opposition leader Benazir and called for the country to unite.: [1339, 1014, 1530, 1065]
- paragraph: In Britain, where Bhutto had attended Oxford University, Foreign Secretary David Miliband said he was "deeply shocked" by Bhutto's death.: [1136, 997, 1326, 1049]
- paragraph: "The idea that Israel will accept up front, ahead of negotiations, Palestinian positions on all the core issues like Jerusalem, is of course, not a logical expectation," Regev said.: [1339, 1407, 1530, 1471]
- story-body: [1340, 1380, 1530, 1904]
- divider: [587, 690, 923, 692]
- paragraph: Benazir's assassination "is not only bad for Pakistan," said former Indian foreign minister Natwar Singh. "It is bad for the entire region.": [1136, 423, 1326, 474]
- paragraph: Among the announced settlement expansions was enlargement of Har Homa, known to Palestinians as Jebel Abu Ghneim, just north of Bethlehem and south of the Green Line, the armistice line established after the 1948 Arab-Israeli war.: [1339, 1525, 1530, 1601]
- column-left: [25, 122, 393, 2327]
- bottom-right-block: [1136, 1341, 1530, 2183]
- dateline: DHAKA FRIDAY DECEMBER 28, 2007: [1145, 94, 1433, 111]
- paragraph: "The European Commission condemns this callous terrorist attack perpetrated less than two weeks ahead of the elections in the strongest terms," Commission President Jose Manuel Barroso said in a statement.: [1136, 879, 1326, 943]
- paragraph: "It is a terrible blow to the democratic process in Pakistan," Sharma said.: [1136, 396, 1326, 421]
- story-body: [411, 1396, 573, 1747]
- paragraph: "It reminded us of some of the world class players going round at the moment with his ability to hit good balls for four or six consistently. He's got an amazing eye and he's going to be a threat to us consistently through this series.": [411, 1592, 573, 1681]
- paragraph: The CEC said the EC plans to hold the long due elections to four city corporations -- Rajshahi, Khulna, Sylhet and Barisal -- in April next year, and it will ask the government to create a conducive atmosphere for the polls. The EC now is not thinking about elections to any other local government body.: [939, 1051, 1121, 1152]
- paragraph: Besides arresting 15 persons immediately after the incident, the Rab arrested 10 more people, including a former ATP and a former deputy secretary, during the last 24 hours.: [587, 1385, 748, 1461]
- paragraph: Pak President Pervez Musharraf appealed to the nation to remain peaceful after the assassination of Benazir "so that the evil designs of terrorists can be defeated," state TV said.: [25, 174, 202, 250]
- paragraph: Sabbir, a director of Bashundhara Group, was murdered on July 5, 2006.: [587, 877, 748, 915]
- paragraph: Pakistani President Pervez Musharraf passed off his responsibility by issuing a nominal condolence message. Everyone is keeping mum, including the prime minister. All of their phones are turned off. It is bizarre.: [939, 424, 1121, 501]
- from-page-label: FROM PAGE 20: [1339, 1368, 1410, 1379]
- paragraph: Local police chief Mohammed Hussain confirmed that four people were killed and three were wounded in the fighting.: [25, 1025, 202, 1076]
- paragraph: "This is an attack against democracy and against Pakistan," he said, sending the EU executive arm's condolences to the family of Bhutto and of the other victims.: [1136, 945, 1326, 995]
- from-page-label: FROM PAGE 20: [411, 1383, 481, 1395]
- story-microcredit: [411, 1761, 573, 2251]
- paragraph: "The difficult path toward peace and democracy in that region must not be stopped, and Bhutto's sacrifice will serve as the strongest example for those who do not surrender to terrorism," Prodi said.: [1136, 1194, 1326, 1257]
- paragraph: "We also pray for the people of Pakistan and for stability in the country," he said.: [34, 2022, 384, 2034]
- divider: [587, 1211, 923, 1212]
- paragraph: "The armed forces helped restore confidence in the government during the post Sidr period," Iftekhar said adding that their ability to respond and manage crises is key to strengthening democracy.: [939, 1587, 1121, 1650]
- story-lalu: [587, 2088, 923, 2380]
- column-fourth: [939, 124, 1121, 2083]
- paragraph: Before she returned to Pakistan after her eight-year exile, Benazir sent a letter to President Musharraf regarding her security, pointing towards three of Musharraf's close associates.: [939, 503, 1121, 566]
- paragraph: Sweden's Foreign Minister Carl Bildt said he had felt disgust when receiving the news of Bhutto's murder, which he called "bestial.": [1339, 448, 1530, 500]
- paragraph: French Foreign Minister Bernard Kouchner, who personally knew Benazir, said he hails her memory and called on the international community to support Pakistan and its democracy.: [1339, 383, 1530, 446]
- paragraph: "We express our condemnation and the Saudi people's condemnation of this repulsive crime committed by evil killers who have drifted away from Islam, values and morals," said the king.: [1339, 948, 1530, 1012]
- paragraph: The United States has for months been encouraging Musharraf to reach an accommodation with the opposition, particularly Benazir, who was seen as having a wide base of support in Pakistan. Her party had been widely expected to do well in parliamentary elections set for next month.: [25, 412, 202, 514]
- from-page-label: FROM PAGE 20: [587, 733, 658, 744]
- paragraph: Zahurul Haque, officer in charge of Rampal Police Station and investigation officer of the case, submitted the charge sheet.: [587, 2222, 923, 2247]
- divider: [411, 1352, 573, 1353]
- paragraph: Asif Zardari was urgently awaiting a flight back to Pakistan to return as soon as possible, spokesman Farhatullah Babar told state television.: [216, 594, 393, 645]
- story-body: [25, 1793, 393, 2328]
- paragraph: Before the rally, scheduled for Thursday afternoon, Benazir met with visiting Afghan President Hamid Karzai at the end of his two-day visit here and told him that if she is elected prime minister she will work with him to fight terror.: [216, 1038, 393, 1127]
- paragraph: "We express our shock and horror at her death," Foreign Minister Pranab Mukherjee told reporters while junior foreign minister Anand Sharma said the killing dealt a blow to the democratic process in the neighbouring country with which India has fought three wars.: [1136, 305, 1326, 394]
- paragraph: Prof Imtiaz Ahmed were present at the ceremony.: [939, 1442, 1121, 1467]
- headline: Abbas presses: [1339, 1340, 1463, 1364]
- headline: Analysts wary: [1136, 1340, 1260, 1364]
- paragraph: He further alleged that Quader Molla tarnished the image of thousands of freedom fighters of the country by passing such remarks.: [25, 1653, 393, 1679]
- divider: [25, 720, 393, 721]
- paragraph: In primary interrogation, the arrested confessed to their involvement with the theft and gave details of how they carried out the shameful act starting from stealing the precious statues to dumping them after destroying, a Rab official said.: [587, 1463, 748, 1552]
- paragraph: opened fire on people gathering for a rally near the airport about 10 miles outside of Islamabad, said Sadiq ul-Farooq, a spokesman for Sharif's party.: [25, 776, 202, 827]
- paragraph: Economist Wahiduddin Mahmud, an adviser to the organisers, told the NRBs that despite Bangladesh's formidable achievements in development, the country needs its expatriates to meet future challenges, namely global warming.: [587, 174, 748, 263]
- divider: [411, 1756, 573, 1757]
- paragraph: "We, too, believe that it is essential for both of our countries, and indeed the world, to confront extremism and terrorism," she said after their meeting.: [216, 1129, 393, 1179]
- paragraph: Party supporter Chaudry Mohammed Nazir said that two gunshots rang out when Benazir's vehicle pulled into the main street and then there was a big blast next to her car.: [216, 174, 393, 238]
- paragraph: On separation of the EC Secretariat from the Prime Minister's Office, Huda said the EC has agreed to the latest draft for an independent secretariat. It would be effective in January, he hoped.: [939, 1324, 1121, 1388]
- paragraph: According to the agreement signed between France and Bangladesh, "The Borrower ensures the security of the artefacts in accordance with the security standards applicable to French Museum. The Borrower guarantees to the Lender that the loaned works are under continuous and vigilant protection.": [762, 1645, 923, 1759]
- paragraph: According to the first information report (FIR) Babar realised the bribe in cash, pay-orders and cheques at different times between August 7 and September 13 last year in a way he had planned to keep the matter a secret and beyond anyone's notice.: [762, 799, 923, 888]
- paragraph: The left alliance leaders said the government has already taken up a lot of agenda besides its main goal to hold a free and fair election.: [411, 588, 573, 638]
- paragraph: In another statement, BNP Standing Committee nominated Secretary General Maj (rtd) Hafizuddin Ahmed said the assassination of Bhutto is painful. It is an attack on democracy and may leave an adverse impact on the ensuing democratic election in Pakistan.: [25, 2157, 393, 2208]
